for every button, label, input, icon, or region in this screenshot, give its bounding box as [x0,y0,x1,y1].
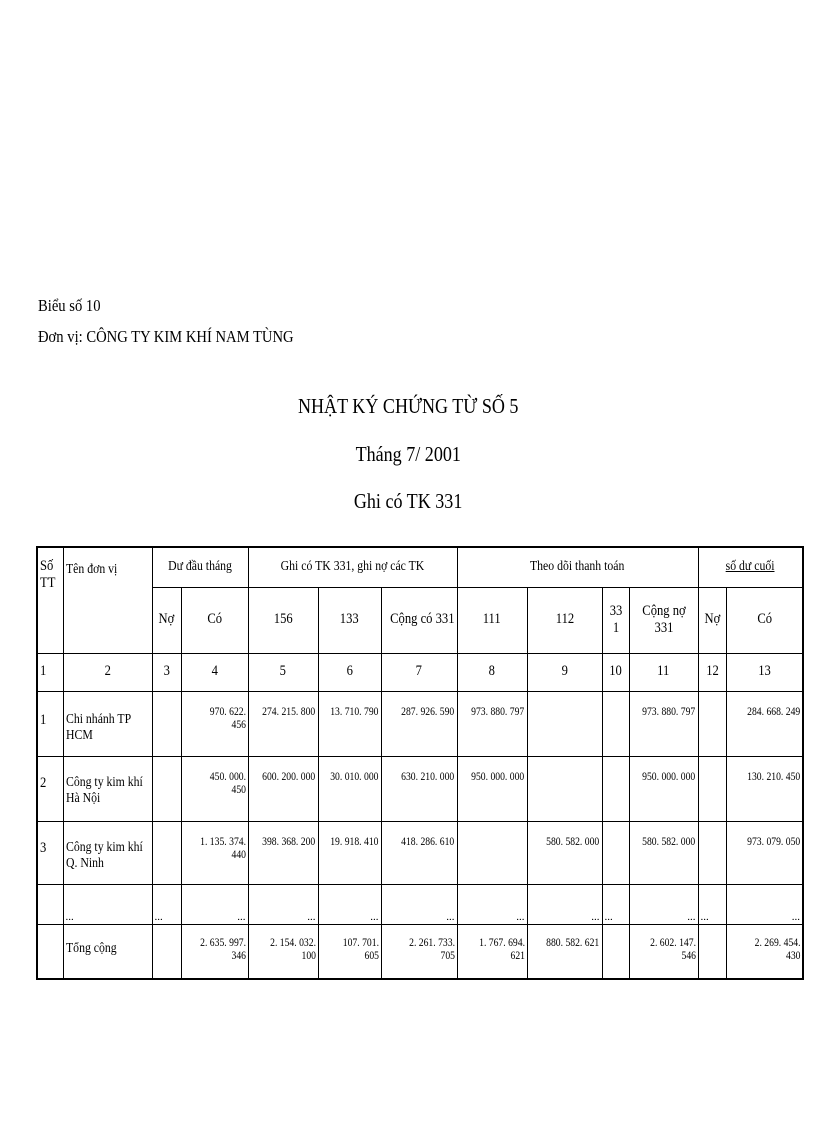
ellipsis-cell: ... [318,884,381,924]
col-index: 13 [726,653,803,691]
ellipsis-cell: ... [248,884,318,924]
col-index: 9 [527,653,602,691]
row-156: 600. 200. 000 [248,756,318,821]
row-open-co: 970. 622. 456 [181,691,248,756]
row-133: 19. 918. 410 [318,821,381,884]
row-unit-name: Công ty kim khí Q. Ninh [63,821,152,884]
header-331: 33 1 [602,587,629,653]
ellipsis-cell [37,884,63,924]
row-unit-name: Công ty kim khí Hà Nội [63,756,152,821]
row-close-no [698,691,726,756]
row-111: 973. 880. 797 [457,691,527,756]
table-row [37,821,803,884]
total-111: 1. 767. 694. 621 [457,924,527,979]
header-closing-co: Có [726,587,803,653]
row-close-co: 973. 079. 050 [726,821,803,884]
table-row [37,691,803,756]
col-index: 2 [63,653,152,691]
row-open-co: 1. 135. 374. 440 [181,821,248,884]
row-close-co: 130. 210. 450 [726,756,803,821]
header-111: 111 [457,587,527,653]
header-156: 156 [248,587,318,653]
ellipsis-cell: ... [181,884,248,924]
col-index: 5 [248,653,318,691]
column-index-row [37,653,803,691]
row-stt: 3 [37,821,63,884]
document-title: NHẬT KÝ CHỨNG TỪ SỐ 5 [297,394,519,418]
row-open-no [152,821,181,884]
unit-name: Đơn vị: CÔNG TY KIM KHÍ NAM TÙNG [38,327,294,346]
col-index: 12 [698,653,726,691]
row-open-no [152,756,181,821]
total-sum-331: 2. 261. 733. 705 [381,924,457,979]
ellipsis-cell: ... [152,884,181,924]
col-index: 4 [181,653,248,691]
row-close-no [698,821,726,884]
header-stt: Số TT [37,547,63,653]
row-unit-name: Chi nhánh TP HCM [63,691,152,756]
total-stt [37,924,63,979]
row-stt: 2 [37,756,63,821]
total-156: 2. 154. 032. 100 [248,924,318,979]
header-unit-name: Tên đơn vị [63,547,152,653]
form-label: Biểu số 10 [38,296,101,315]
col-index: 11 [629,653,698,691]
total-open-no [152,924,181,979]
total-133: 107. 701. 605 [318,924,381,979]
total-open-co: 2. 635. 997. 346 [181,924,248,979]
row-sum-331: 418. 286. 610 [381,821,457,884]
document-period: Tháng 7/ 2001 [355,442,461,466]
row-close-no [698,756,726,821]
header-opening-co: Có [181,587,248,653]
header-closing-balance: số dư cuối [698,547,803,587]
ellipsis-cell: ... [381,884,457,924]
row-331 [602,691,629,756]
row-open-co: 450. 000. 450 [181,756,248,821]
header-payment-tracking: Theo dõi thanh toán [457,547,698,587]
ellipsis-cell: ... [698,884,726,924]
ellipsis-cell: ... [602,884,629,924]
row-sum-331: 630. 210. 000 [381,756,457,821]
table-row [37,756,803,821]
ellipsis-cell: ... [726,884,803,924]
row-open-no [152,691,181,756]
row-debt-331: 580. 582. 000 [629,821,698,884]
col-index: 10 [602,653,629,691]
row-331 [602,756,629,821]
table-row-ellipsis [37,884,803,924]
header-opening-balance: Dư đầu tháng [152,547,248,587]
table-subheader-row [37,587,803,653]
row-stt: 1 [37,691,63,756]
row-sum-331: 287. 926. 590 [381,691,457,756]
row-156: 398. 368. 200 [248,821,318,884]
col-index: 6 [318,653,381,691]
document-account: Ghi có TK 331 [353,489,463,513]
row-112 [527,756,602,821]
total-row [37,924,803,979]
ellipsis-cell: ... [629,884,698,924]
header-opening-no: Nợ [152,587,181,653]
col-index: 1 [37,653,63,691]
total-112: 880. 582. 621 [527,924,602,979]
row-156: 274. 215. 800 [248,691,318,756]
row-debt-331: 973. 880. 797 [629,691,698,756]
ellipsis-cell: ... [527,884,602,924]
row-111: 950. 000. 000 [457,756,527,821]
header-112: 112 [527,587,602,653]
row-debt-331: 950. 000. 000 [629,756,698,821]
col-index: 3 [152,653,181,691]
row-133: 13. 710. 790 [318,691,381,756]
header-credit-331: Ghi có TK 331, ghi nợ các TK [248,547,457,587]
total-331 [602,924,629,979]
col-index: 7 [381,653,457,691]
total-close-no [698,924,726,979]
total-label: Tổng cộng [63,924,152,979]
header-debt-331: Cộng nợ 331 [629,587,698,653]
header-133: 133 [318,587,381,653]
total-close-co: 2. 269. 454. 430 [726,924,803,979]
ellipsis-cell: ... [63,884,152,924]
row-133: 30. 010. 000 [318,756,381,821]
row-331 [602,821,629,884]
col-index: 8 [457,653,527,691]
header-sum-331: Cộng có 331 [381,587,457,653]
header-closing-no: Nợ [698,587,726,653]
row-112: 580. 582. 000 [527,821,602,884]
table-header-row [37,547,803,587]
total-debt-331: 2. 602. 147. 546 [629,924,698,979]
row-111 [457,821,527,884]
ellipsis-cell: ... [457,884,527,924]
row-112 [527,691,602,756]
journal-table [36,546,804,980]
row-close-co: 284. 668. 249 [726,691,803,756]
